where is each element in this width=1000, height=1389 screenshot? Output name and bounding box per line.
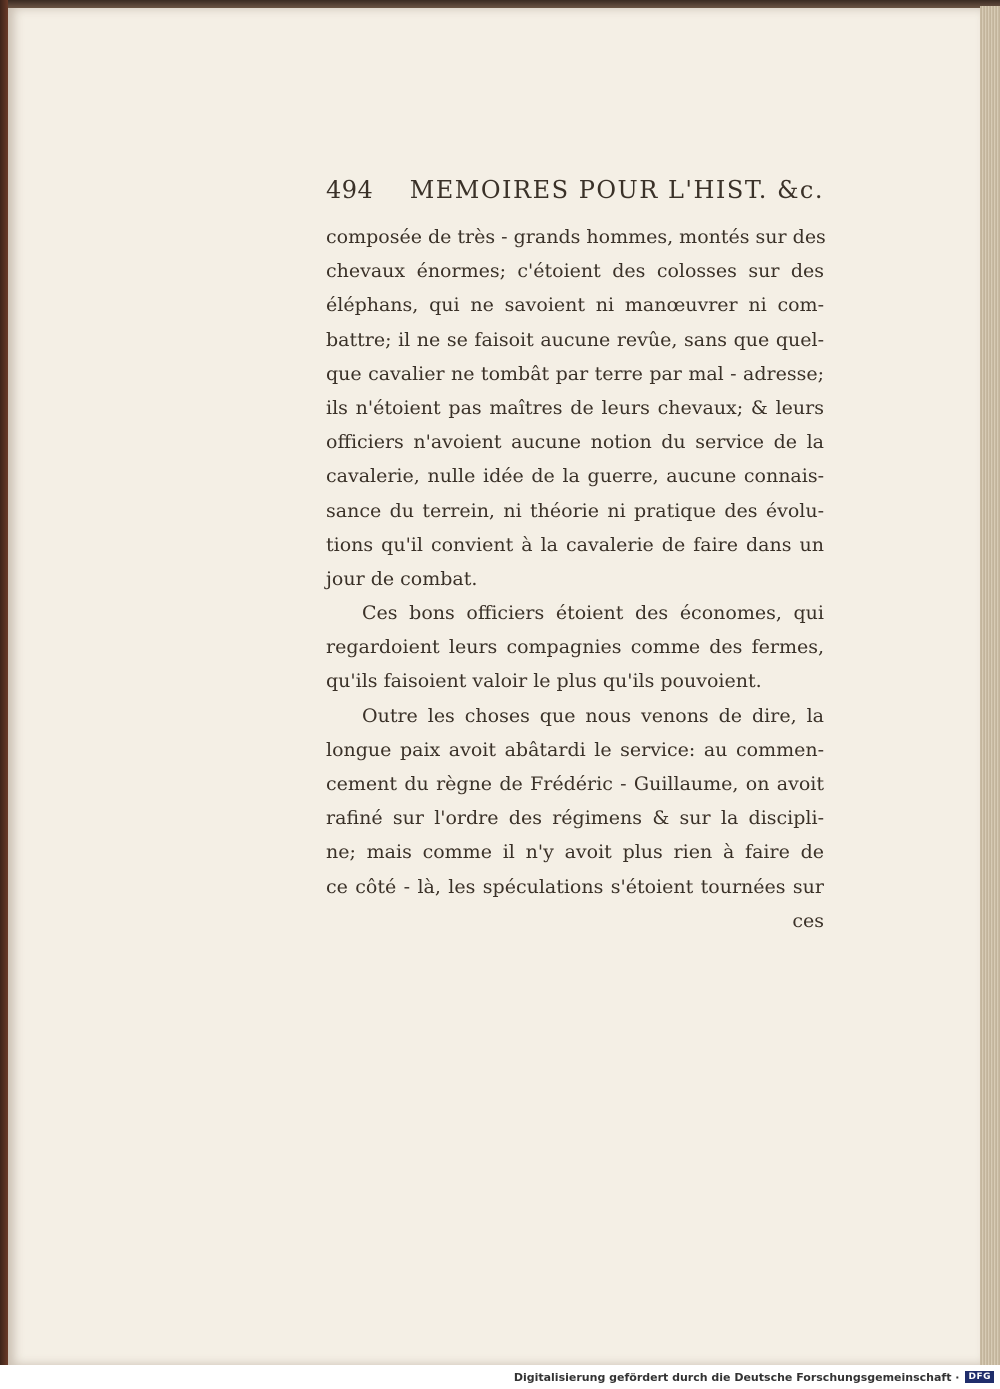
page-stack-edge bbox=[980, 6, 1000, 1365]
text-line: longue paix avoit abâtardi le service: au commen- bbox=[326, 738, 824, 761]
digitization-footer bbox=[0, 1365, 1000, 1389]
text-line: ne; mais comme il n'y avoit plus rien à faire de bbox=[326, 841, 824, 864]
catchword: ces bbox=[792, 909, 824, 932]
funding-credit: Digitalisierung gefördert durch die Deutsche Forschungsgemeinschaft · bbox=[513, 1370, 960, 1384]
dfg-logo-icon: DFG bbox=[965, 1371, 994, 1383]
text-line: jour de combat. bbox=[326, 567, 478, 590]
text-line: battre; il ne se faisoit aucune revûe, sans que quel- bbox=[326, 328, 824, 351]
text-line: Outre les choses que nous venons de dire, la bbox=[362, 704, 824, 727]
text-block bbox=[326, 176, 824, 938]
text-line: regardoient leurs compagnies comme des fermes, bbox=[326, 636, 824, 659]
text-line: officiers n'avoient aucune notion du service de la bbox=[326, 431, 824, 454]
text-line: composée de très - grands hommes, montés sur des bbox=[326, 226, 826, 248]
text-line: ils n'étoient pas maîtres de leurs chevaux; & leurs bbox=[326, 396, 824, 419]
text-line: qu'ils faisoient valoir le plus qu'ils pouvoient. bbox=[326, 670, 762, 693]
text-line: sance du terrein, ni théorie ni pratique des évolu- bbox=[326, 499, 824, 522]
text-line: tions qu'il convient à la cavalerie de faire dans un bbox=[326, 533, 824, 556]
book-top-edge bbox=[0, 0, 1000, 8]
text-line: rafiné sur l'ordre des régimens & sur la discipli- bbox=[326, 807, 824, 830]
text-line: Ces bons officiers étoient des économes, qui bbox=[362, 602, 824, 625]
running-title: MEMOIRES POUR L'HIST. &c. bbox=[409, 176, 824, 204]
page-number: 494 bbox=[326, 176, 374, 204]
text-line: que cavalier ne tombât par terre par mal - adresse; bbox=[326, 362, 824, 385]
running-header bbox=[326, 176, 824, 220]
book-spine-edge bbox=[0, 0, 8, 1365]
text-line: chevaux énormes; c'étoient des colosses sur des bbox=[326, 260, 824, 283]
text-line: cement du règne de Frédéric - Guillaume, on avoit bbox=[326, 773, 824, 795]
text-line: cavalerie, nulle idée de la guerre, aucune connais- bbox=[326, 465, 824, 488]
paper-page bbox=[8, 8, 980, 1365]
text-line: éléphans, qui ne savoient ni manœuvrer ni com- bbox=[326, 294, 824, 317]
text-line: ce côté - là, les spéculations s'étoient tournées sur bbox=[326, 875, 824, 898]
